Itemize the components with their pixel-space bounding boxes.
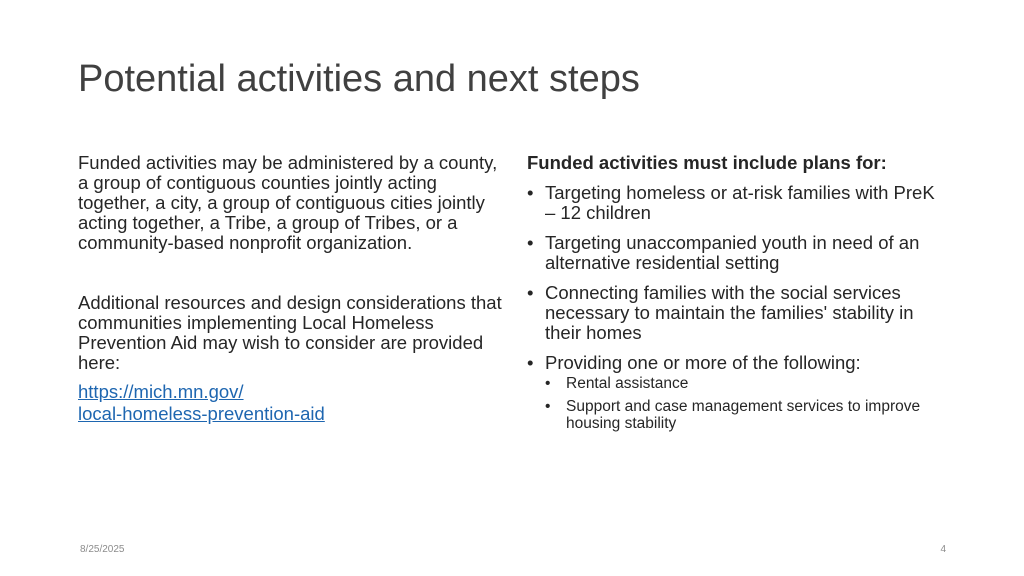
requirements-heading: Funded activities must include plans for:	[527, 152, 887, 173]
sub-list	[545, 375, 947, 432]
bullet-text: Providing one or more of the following:	[545, 352, 861, 373]
lhpa-link[interactable]	[78, 381, 378, 425]
sub-bullet-text: Support and case management services to improve housing stability	[566, 398, 921, 432]
list-item	[527, 233, 947, 273]
list-item	[527, 283, 947, 343]
requirements-list	[527, 183, 947, 432]
list-item	[527, 183, 947, 223]
bullet-text: Targeting homeless or at-risk families with PreK – 12 children	[545, 182, 935, 223]
sub-list-item	[545, 375, 947, 392]
bullet-icon: •	[527, 182, 534, 203]
bullet-icon: •	[545, 398, 551, 415]
bullet-text: Connecting families with the social services necessary to maintain the families' stability in their homes	[545, 282, 914, 343]
list-item	[527, 353, 947, 432]
right-column	[527, 153, 947, 442]
bullet-icon: •	[527, 352, 534, 373]
page-number: 4	[940, 544, 946, 555]
sub-list-item	[545, 398, 947, 432]
sub-bullet-text: Rental assistance	[566, 375, 689, 392]
footer-date: 8/25/2025	[80, 544, 125, 555]
lhpa-link-line1: https://mich.mn.gov/	[78, 381, 244, 402]
left-column	[78, 153, 508, 425]
bullet-icon: •	[527, 232, 534, 253]
funded-activities-paragraph: Funded activities may be administered by a county, a group of contiguous counties jointly acting together, a city, a group of contiguous cities jointly acting together, a Tribe, a group of Tribes, or a community-based nonprofit organization.	[78, 152, 498, 253]
slide-title: Potential activities and next steps	[78, 58, 640, 100]
additional-resources-paragraph: Additional resources and design considerations that communities implementing Local Homeless Prevention Aid may wish to consider are provided here:	[78, 292, 502, 373]
lhpa-link-line2: local-homeless-prevention-aid	[78, 403, 325, 424]
bullet-text: Targeting unaccompanied youth in need of an alternative residential setting	[545, 232, 920, 273]
bullet-icon: •	[545, 375, 551, 392]
bullet-icon: •	[527, 282, 534, 303]
